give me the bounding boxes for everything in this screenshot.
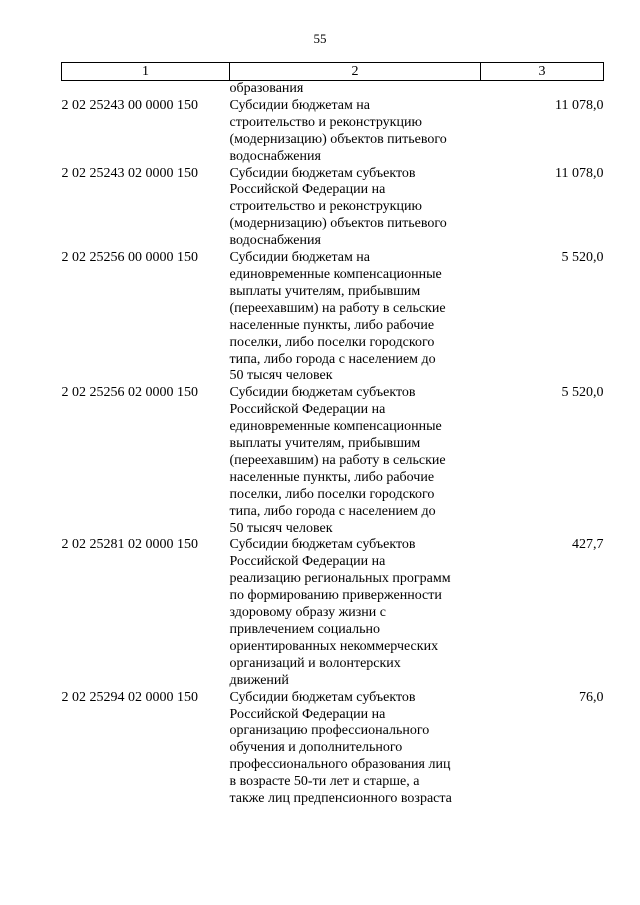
table-row: [62, 537, 604, 689]
name-line: единовременные компенсационные: [229, 266, 442, 282]
name-line: организаций и волонтерских: [229, 655, 401, 671]
name-line: водоснабжения: [229, 148, 321, 164]
name-line: Субсидии бюджетам субъектов: [229, 537, 416, 553]
table-cell-name: [230, 166, 481, 251]
continuation-row: [62, 81, 604, 98]
table-cell-amount: 5 520,0: [561, 250, 604, 266]
name-line: Субсидии бюджетам на: [229, 250, 371, 266]
name-line: также лиц предпенсионного возраста: [229, 791, 452, 807]
table-cell-amount: 76,0: [579, 689, 604, 705]
table-cell-amount: 427,7: [572, 537, 604, 553]
name-line: водоснабжения: [229, 233, 321, 249]
name-line: Субсидии бюджетам на: [229, 97, 371, 113]
name-line: реализацию региональных программ: [229, 571, 451, 587]
name-line: (переехавшим) на работу в сельские: [229, 300, 446, 316]
name-line: обучения и дополнительного: [229, 740, 403, 756]
table-cell-code: 2 02 25243 02 0000 150: [61, 165, 198, 181]
name-line: (модернизацию) объектов питьевого: [229, 131, 447, 147]
table-cell-amount: 11 078,0: [555, 165, 604, 181]
table-row: [62, 385, 604, 537]
name-line: (модернизацию) объектов питьевого: [229, 216, 447, 232]
table-header-row: [62, 63, 604, 81]
table-cell-amount: 11 078,0: [555, 97, 604, 113]
name-line: привлечением социально: [229, 622, 380, 637]
table-cell-name: [230, 385, 481, 537]
table-cell-name: [230, 98, 481, 166]
name-line: ориентированных некоммерческих: [229, 638, 439, 654]
table-row: [62, 690, 604, 808]
table-cell-amount: [481, 81, 604, 98]
table-cell-code: [62, 81, 230, 98]
name-line: Субсидии бюджетам субъектов: [229, 385, 416, 401]
name-line: единовременные компенсационные: [229, 419, 442, 435]
name-line: Российской Федерации на: [229, 402, 386, 418]
table-row: [62, 98, 604, 166]
table-cell-name: [230, 81, 481, 98]
name-line: поселки, либо поселки городского: [229, 486, 435, 502]
table-cell-amount: 5 520,0: [561, 385, 604, 401]
table-cell-name: [230, 250, 481, 385]
name-line: выплаты учителям, прибывшим: [229, 283, 421, 299]
column-header-amount: 3: [481, 63, 604, 81]
table-cell-code: 2 02 25281 02 0000 150: [61, 537, 198, 553]
name-line: строительство и реконструкцию: [229, 199, 422, 215]
name-line: в возрасте 50-ти лет и старше, а: [229, 774, 420, 790]
name-line: выплаты учителям, прибывшим: [229, 436, 421, 452]
name-line: Субсидии бюджетам субъектов: [229, 165, 416, 181]
name-line: типа, либо города с населением до: [229, 351, 436, 367]
page-number: 55: [313, 31, 327, 46]
name-line: движений: [229, 672, 289, 688]
name-line: образования: [229, 81, 304, 96]
name-line: строительство и реконструкцию: [229, 114, 422, 130]
name-line: здоровому образу жизни с: [229, 605, 386, 621]
name-line: (переехавшим) на работу в сельские: [229, 452, 446, 468]
name-line: профессионального образования лиц: [229, 757, 451, 773]
name-line: 50 тысяч человек: [229, 520, 333, 536]
table-cell-code: 2 02 25243 00 0000 150: [61, 97, 198, 113]
name-line: поселки, либо поселки городского: [229, 334, 435, 350]
name-line: типа, либо города с населением до: [229, 503, 436, 519]
name-line: по формированию приверженности: [229, 588, 442, 604]
name-line: Российской Федерации на: [229, 554, 386, 570]
table-row: [62, 250, 604, 385]
table-cell-name: [230, 690, 481, 808]
table-cell-code: 2 02 25256 00 0000 150: [61, 250, 198, 266]
table-cell-code: 2 02 25256 02 0000 150: [61, 385, 198, 401]
name-line: Российской Федерации на: [229, 182, 386, 198]
table-cell-name: [230, 537, 481, 689]
column-header-name: 2: [230, 63, 481, 81]
name-line: населенные пункты, либо рабочие: [229, 317, 435, 333]
name-line: 50 тысяч человек: [229, 368, 333, 384]
table-cell-code: 2 02 25294 02 0000 150: [61, 689, 198, 705]
name-line: Российской Федерации на: [229, 706, 386, 722]
name-line: Субсидии бюджетам субъектов: [229, 689, 416, 705]
name-line: организацию профессионального: [229, 723, 430, 739]
column-header-code: 1: [62, 63, 230, 81]
table-row: [62, 166, 604, 251]
budget-table: [61, 62, 604, 808]
name-line: населенные пункты, либо рабочие: [229, 469, 435, 485]
